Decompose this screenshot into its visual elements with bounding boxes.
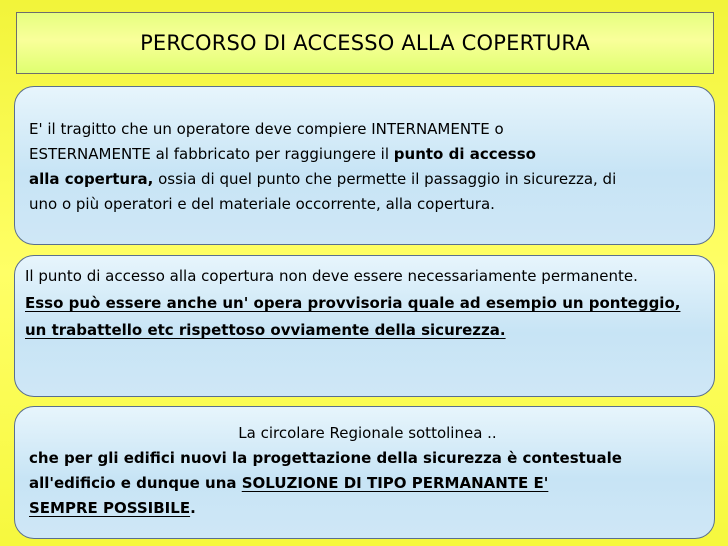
panel3-line2: che per gli edifici nuovi la progettazione della sicurezza è contestuale bbox=[29, 449, 622, 467]
panel1-line3-bold: alla copertura, bbox=[29, 170, 154, 188]
panel3-line1: La circolare Regionale sottolinea .. bbox=[238, 424, 497, 442]
panel3-line3-text: all'edificio e dunque una bbox=[29, 474, 242, 492]
panel1-line2-bold: punto di accesso bbox=[393, 145, 536, 163]
panel1-line2-text: ESTERNAMENTE al fabbricato per raggiungere il bbox=[29, 145, 394, 163]
slide-title-box bbox=[16, 12, 714, 74]
panel3-line4-underlined: SEMPRE POSSIBILE bbox=[29, 499, 191, 517]
panel2-line3: un trabattello etc rispettoso ovviamente della sicurezza. bbox=[25, 321, 506, 339]
panel2-line1: Il punto di accesso alla copertura non deve essere necessariamente permanente. bbox=[25, 267, 638, 285]
panel3-line3-underlined: SOLUZIONE DI TIPO PERMANANTE E' bbox=[241, 474, 549, 492]
access-point-panel bbox=[14, 255, 715, 397]
panel1-line3-text: ossia di quel punto che permette il passaggio in sicurezza, di bbox=[153, 170, 617, 188]
panel3-line4 bbox=[29, 496, 706, 521]
panel2-line2: Esso può essere anche un' opera provvisoria quale ad esempio un ponteggio, bbox=[25, 294, 681, 312]
panel1-line1: E' il tragitto che un operatore deve compiere INTERNAMENTE o bbox=[29, 120, 504, 138]
definition-panel bbox=[14, 86, 715, 245]
regional-circular-panel bbox=[14, 406, 715, 539]
panel1-line2 bbox=[29, 142, 702, 167]
panel3-line4-period: . bbox=[190, 499, 196, 517]
panel1-line3 bbox=[29, 167, 702, 192]
panel1-line4: uno o più operatori e del materiale occorrente, alla copertura. bbox=[29, 195, 495, 213]
panel3-line3 bbox=[29, 471, 706, 496]
slide-title: PERCORSO DI ACCESSO ALLA COPERTURA bbox=[140, 31, 590, 55]
